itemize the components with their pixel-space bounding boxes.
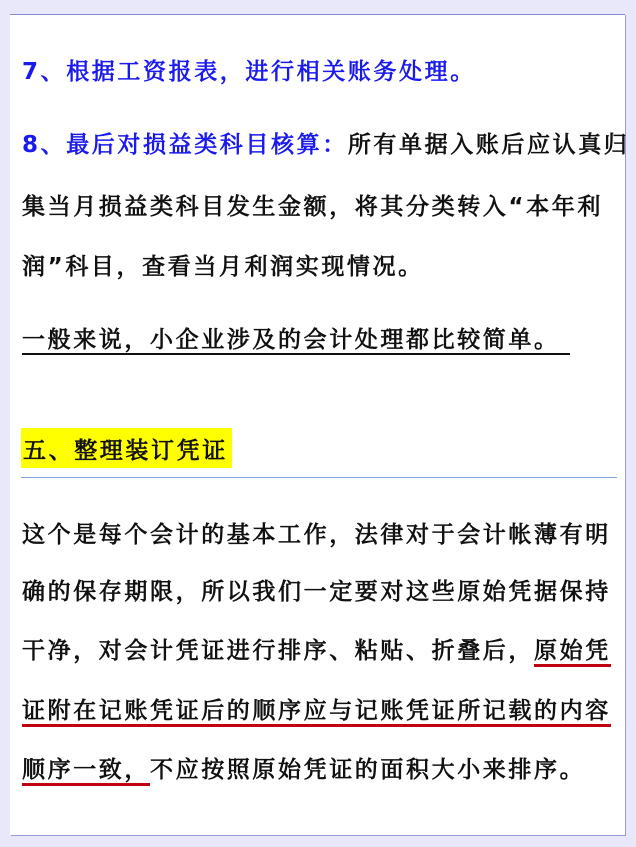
section-heading <box>21 436 232 466</box>
paragraph-line-1: 这个是每个会计的基本工作，法律对于会计帐薄有明 <box>22 522 611 548</box>
underlined-text: 原始凭 <box>534 638 611 667</box>
paragraph-line-3 <box>22 636 611 666</box>
heading-divider <box>21 477 617 478</box>
paragraph-text: 不应按照原始凭证的面积大小来排序。 <box>150 757 586 783</box>
summary-line <box>22 325 570 355</box>
item-8-line-1 <box>22 130 629 160</box>
item-8-lead: 8、最后对损益类科目核算： <box>22 132 348 158</box>
item-8-line-3: 润”科目，查看当月利润实现情况。 <box>22 254 424 280</box>
paragraph-line-2: 确的保存期限，所以我们一定要对这些原始凭据保持 <box>22 579 611 605</box>
paragraph-line-5 <box>22 755 585 785</box>
summary-text: 一般来说，小企业涉及的会计处理都比较简单。 <box>22 327 570 355</box>
item-7: 7、根据工资报表，进行相关账务处理。 <box>22 59 476 85</box>
item-8-text: 所有单据入账后应认真归 <box>347 132 630 158</box>
section-heading-text: 五、整理装订凭证 <box>21 428 232 468</box>
item-8-line-2: 集当月损益类科目发生金额，将其分类转入“本年利 <box>22 194 603 220</box>
underlined-text: 证附在记账凭证后的顺序应与记账凭证所记载的内容 <box>22 698 611 727</box>
paragraph-text: 干净，对会计凭证进行排序、粘贴、折叠后， <box>22 638 534 664</box>
paragraph-line-4 <box>22 696 611 726</box>
underlined-text: 顺序一致， <box>22 757 150 786</box>
